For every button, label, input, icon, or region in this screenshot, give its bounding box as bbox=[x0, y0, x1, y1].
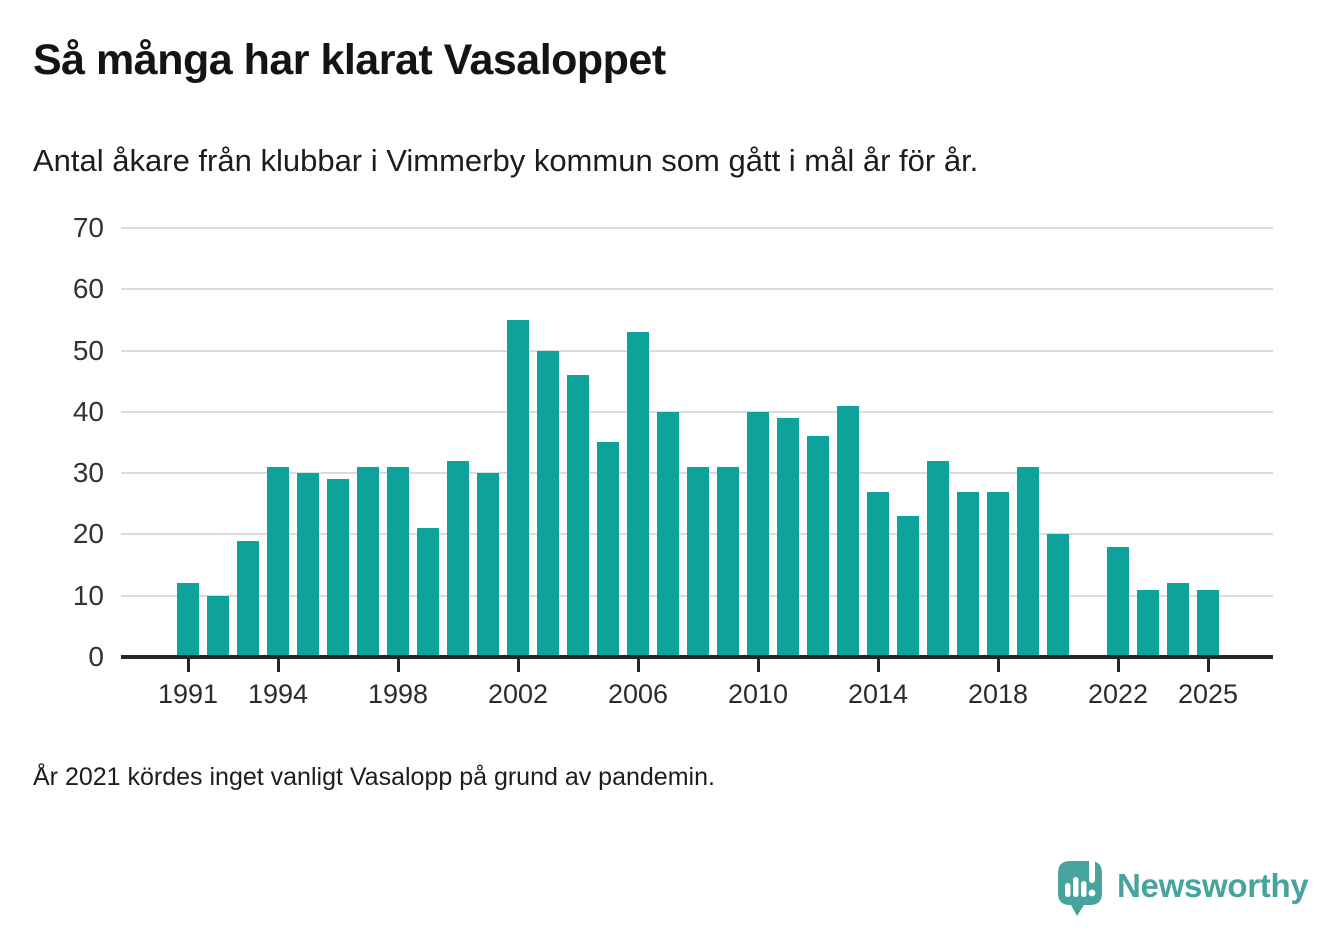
x-tick-label-1998: 1998 bbox=[367, 679, 429, 709]
bar-2020 bbox=[1047, 534, 1069, 657]
bar-2015 bbox=[897, 516, 919, 657]
bar-2014 bbox=[867, 492, 889, 657]
x-tick-1991 bbox=[187, 659, 190, 672]
bar-2025 bbox=[1197, 590, 1219, 657]
y-tick-label-20: 20 bbox=[72, 518, 104, 550]
x-tick-1994 bbox=[277, 659, 280, 672]
bar-2007 bbox=[657, 412, 679, 657]
bar-2001 bbox=[477, 473, 499, 657]
bar-2008 bbox=[687, 467, 709, 657]
x-tick-label-2006: 2006 bbox=[607, 679, 669, 709]
x-tick-2022 bbox=[1117, 659, 1120, 672]
x-tick-label-2002: 2002 bbox=[487, 679, 549, 709]
x-tick-label-2025: 2025 bbox=[1177, 679, 1239, 709]
y-tick-label-50: 50 bbox=[72, 334, 104, 366]
x-tick-label-1991: 1991 bbox=[157, 679, 219, 709]
newsworthy-wordmark: Newsworthy bbox=[1117, 867, 1309, 904]
x-tick-1998 bbox=[397, 659, 400, 672]
bar-2002 bbox=[507, 320, 529, 657]
bar-1995 bbox=[297, 473, 319, 657]
bar-1999 bbox=[417, 528, 439, 657]
y-tick-label-70: 70 bbox=[72, 211, 104, 243]
bar-2003 bbox=[537, 351, 559, 657]
bar-2012 bbox=[807, 436, 829, 657]
bar-2009 bbox=[717, 467, 739, 657]
bar-2011 bbox=[777, 418, 799, 657]
bar-2019 bbox=[1017, 467, 1039, 657]
bar-2018 bbox=[987, 492, 1009, 657]
x-tick-label-2022: 2022 bbox=[1087, 679, 1149, 709]
gridline-70 bbox=[121, 227, 1273, 229]
x-tick-label-2010: 2010 bbox=[727, 679, 789, 709]
x-tick-label-2014: 2014 bbox=[847, 679, 909, 709]
bar-1993 bbox=[237, 541, 259, 657]
x-tick-2002 bbox=[517, 659, 520, 672]
bar-2006 bbox=[627, 332, 649, 657]
y-tick-label-30: 30 bbox=[72, 457, 104, 489]
bar-2024 bbox=[1167, 583, 1189, 657]
x-tick-2018 bbox=[997, 659, 1000, 672]
chart-subtitle: Antal åkare från klubbar i Vimmerby kommun som gått i mål år för år. bbox=[33, 143, 979, 178]
y-tick-label-60: 60 bbox=[72, 273, 104, 305]
bar-2005 bbox=[597, 442, 619, 657]
x-tick-2010 bbox=[757, 659, 760, 672]
x-tick-2006 bbox=[637, 659, 640, 672]
bar-1992 bbox=[207, 596, 229, 657]
bar-2004 bbox=[567, 375, 589, 657]
bar-2023 bbox=[1137, 590, 1159, 657]
gridline-60 bbox=[121, 288, 1273, 290]
x-tick-label-2018: 2018 bbox=[967, 679, 1029, 709]
gridline-50 bbox=[121, 350, 1273, 352]
y-tick-label-10: 10 bbox=[72, 579, 104, 611]
bar-1997 bbox=[357, 467, 379, 657]
bar-2000 bbox=[447, 461, 469, 657]
newsworthy-logo bbox=[1056, 855, 1308, 917]
bar-2017 bbox=[957, 492, 979, 657]
chart-title: Så många har klarat Vasaloppet bbox=[33, 36, 666, 84]
bar-1991 bbox=[177, 583, 199, 657]
x-axis-line bbox=[121, 655, 1273, 659]
bar-2013 bbox=[837, 406, 859, 657]
x-tick-label-1994: 1994 bbox=[247, 679, 309, 709]
x-tick-2025 bbox=[1207, 659, 1210, 672]
gridline-40 bbox=[121, 411, 1273, 413]
bar-1996 bbox=[327, 479, 349, 657]
newsworthy-bubble-chart-icon bbox=[1056, 855, 1104, 917]
bar-1998 bbox=[387, 467, 409, 657]
bar-2022 bbox=[1107, 547, 1129, 657]
bar-2010 bbox=[747, 412, 769, 657]
bar-2016 bbox=[927, 461, 949, 657]
y-tick-label-0: 0 bbox=[88, 641, 104, 672]
y-tick-label-40: 40 bbox=[72, 395, 104, 427]
bar-1994 bbox=[267, 467, 289, 657]
x-tick-2014 bbox=[877, 659, 880, 672]
chart-footnote: År 2021 kördes inget vanligt Vasalopp på grund av pandemin. bbox=[33, 763, 715, 791]
